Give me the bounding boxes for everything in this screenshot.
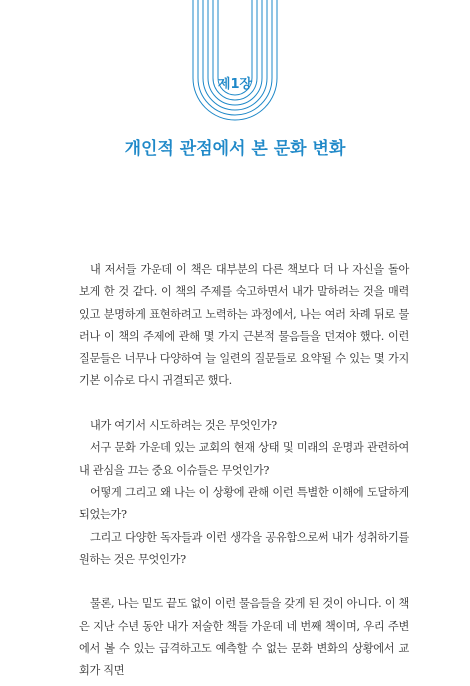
- chapter-arch-ornament: [0, 0, 470, 130]
- question-4: 그리고 다양한 독자들과 이런 생각을 공유함으로써 내가 성취하기를 원하는 것은 무엇인가?: [79, 530, 409, 566]
- question-1: 내가 여기서 시도하려는 것은 무엇인가?: [90, 419, 277, 433]
- chapter-label: 제1장: [217, 77, 253, 92]
- chapter-title: 개인적 관점에서 본 문화 변화: [124, 139, 346, 159]
- paragraph-closing: 물론, 나는 밑도 끝도 없이 이런 물음들을 갖게 된 것이 아니다. 이 책은 지난 수년 동안 내가 저술한 책들 가운데 네 번째 책이며, 우리 주변에서 볼 수 있는 급격하고도 예측할 수 없는 문화 변화의 상황에서 교회가 직면: [79, 597, 409, 678]
- question-3: 어떻게 그리고 왜 나는 이 상황에 관해 이런 특별한 이해에 도달하게 되었는가?: [79, 485, 409, 522]
- question-2: 서구 문화 가운데 있는 교회의 현재 상태 및 미래의 운명과 관련하여 내 관심을 끄는 중요 이슈들은 무엇인가?: [79, 441, 409, 477]
- paragraph-intro: 내 저서들 가운데 이 책은 대부분의 다른 책보다 더 나 자신을 돌아보게 한 것 같다. 이 책의 주제를 숙고하면서 내가 말하려는 것을 매력 있고 분명하게 표현하려고 노력하는 과정에서, 나는 여러 차례 뒤로 물러나 이 책의 주제에 관해 몇 가지 근본적 물음들을 던져야 했다. 이런 질문들은 너무나 다양하여 늘 일련의 질문들로 요약될 수 있는 몇 가지 기본 이슈로 다시 귀결되곤 했다.: [79, 263, 409, 388]
- body-text: [79, 259, 409, 683]
